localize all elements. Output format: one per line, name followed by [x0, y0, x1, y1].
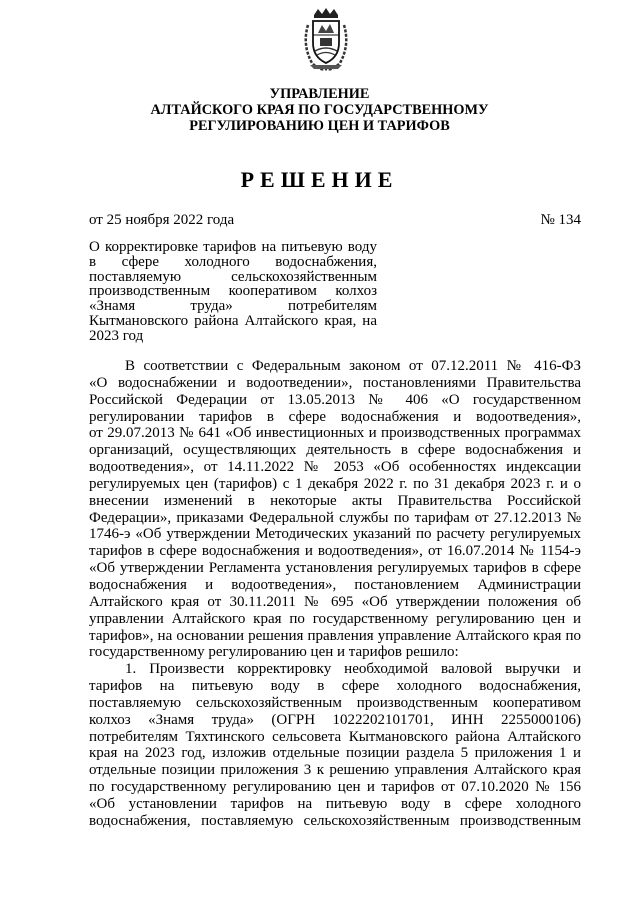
body-line: регулировании тарифов в сфере водоснабжения и водоотведения», [89, 408, 581, 425]
body-line: внесении изменений в некоторые акты Правительства Российской [89, 492, 581, 509]
subject-line: поставляемую сельскохозяйственным [89, 268, 377, 285]
subject-line: в сфере холодного водоснабжения, [89, 253, 377, 270]
document-number: № 134 [540, 212, 581, 228]
document-date: от 25 ноября 2022 года [89, 212, 235, 228]
coat-of-arms [298, 7, 354, 73]
body-line: по государственному регулированию цен и тарифов от 07.10.2020 № 156 [89, 779, 581, 796]
body-line: «Об утверждении Регламента установления регулируемых тарифов в сфере [89, 560, 581, 577]
document-type-title: РЕШЕНИЕ [240, 167, 399, 192]
subject-line: производственным кооперативом колхоз [89, 283, 377, 300]
subject-line: О корректировке тарифов на питьевую воду [89, 239, 377, 255]
body-line: Алтайского края от 30.11.2011 № 695 «Об утверждении положения об [89, 593, 581, 610]
body-line: водоотведения», от 14.11.2022 № 2053 «Об особенностях индексации [89, 459, 581, 476]
document-subject [89, 240, 377, 344]
body-line: тарифов в сфере водоснабжения и водоотведения», от 16.07.2014 № 1154-э [89, 543, 581, 560]
body-line: 1. Произвести корректировку необходимой валовой выручки и [125, 661, 581, 678]
body-line: поставляемую сельскохозяйственным производственным кооперативом [89, 694, 581, 711]
body-line: тарифов», на основании решения правления управление Алтайского края по [89, 627, 581, 644]
body-line: 1746-э «Об утверждении Методических указаний по расчету регулируемых [89, 526, 581, 543]
body-line: Федерации», приказами Федеральной службы по тарифам от 27.12.2013 № [89, 509, 581, 526]
body-line: водоснабжения, поставляемую сельскохозяйственным производственным [89, 812, 581, 829]
organization-name [0, 86, 639, 134]
subject-line: Кытмановского района Алтайского края, на [89, 312, 377, 329]
body-line: В соответствии с Федеральным законом от 07.12.2011 № 416-ФЗ [125, 358, 581, 374]
body-line: организаций, осуществляющих деятельность в сфере водоснабжения и [89, 442, 581, 459]
document-body [89, 358, 581, 830]
body-line: «О водоснабжении и водоотведении», постановлениями Правительства [89, 374, 581, 391]
body-line: регулируемых цен (тарифов) с 1 декабря 2022 г. по 31 декабря 2023 г. и о [89, 475, 581, 492]
org-line: РЕГУЛИРОВАНИЮ ЦЕН И ТАРИФОВ [189, 118, 450, 134]
body-line: тарифов на питьевую воду в сфере холодного водоснабжения, [89, 678, 581, 695]
org-line: АЛТАЙСКОГО КРАЯ ПО ГОСУДАРСТВЕННОМУ [150, 102, 489, 118]
body-line: государственному регулированию цен и тарифов решило: [89, 644, 459, 661]
org-line: УПРАВЛЕНИЕ [269, 86, 370, 102]
body-line: водоснабжения и водоотведения», постановлением Администрации [89, 576, 581, 593]
body-line: отдельные позиции приложения 3 к решению управления Алтайского края [89, 762, 581, 779]
body-line: управлении Алтайского края по государственному регулированию цен и [89, 610, 581, 627]
body-line: потребителям Тяхтинского сельсовета Кытмановского района Алтайского [89, 728, 581, 745]
body-line: Российской Федерации от 13.05.2013 № 406 «О государственном [89, 391, 581, 408]
body-line: края на 2023 год, изложив отдельные позиции раздела 5 приложения 1 и [89, 745, 581, 762]
altai-krai-coat-of-arms-icon [298, 7, 354, 73]
subject-line: «Знамя труда» потребителям [89, 298, 377, 315]
body-line: «Об установлении тарифов на питьевую воду в сфере холодного [89, 795, 581, 812]
body-line: от 29.07.2013 № 641 «Об инвестиционных и производственных программах [89, 425, 581, 442]
subject-line: 2023 год [89, 327, 144, 344]
body-line: колхоз «Знамя труда» (ОГРН 1022202101701, ИНН 2255000106) [89, 711, 581, 728]
